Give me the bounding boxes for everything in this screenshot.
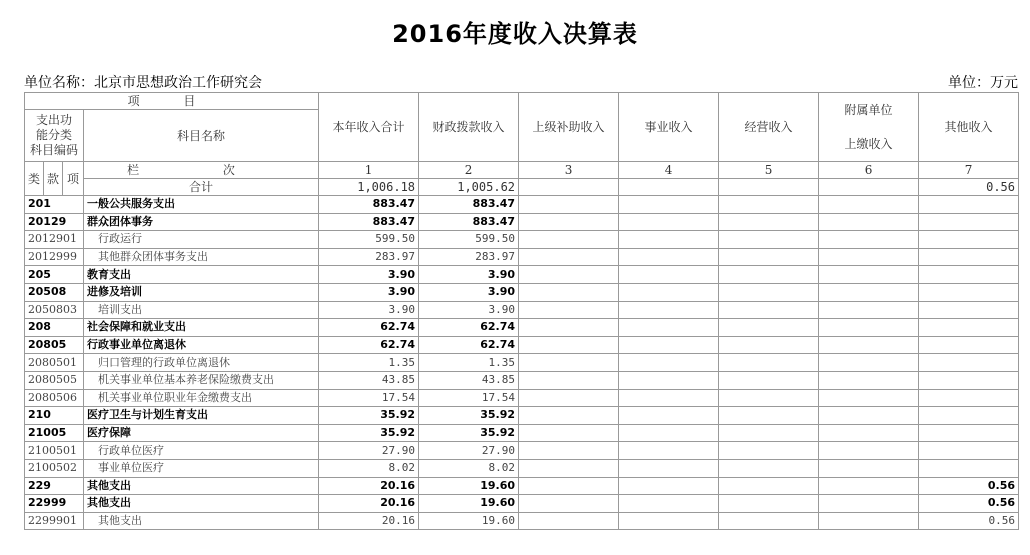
row-value-7 — [919, 424, 1019, 442]
row-value-7 — [919, 389, 1019, 407]
row-value-3 — [519, 459, 619, 477]
total-value-4 — [619, 179, 719, 196]
table-row — [25, 213, 1019, 231]
row-value-1: 3.90 — [319, 266, 419, 284]
row-value-2: 599.50 — [419, 231, 519, 249]
row-code: 205 — [25, 266, 84, 284]
row-value-5 — [719, 424, 819, 442]
row-value-6 — [819, 442, 919, 460]
func-code-line3: 科目编码 — [29, 143, 78, 157]
header-subject-name: 科目名称 — [84, 110, 319, 162]
row-value-1: 8.02 — [319, 459, 419, 477]
row-value-6 — [819, 248, 919, 266]
row-value-2: 19.60 — [419, 477, 519, 495]
row-value-5 — [719, 407, 819, 425]
row-subject-name: 事业单位医疗 — [84, 459, 319, 477]
row-value-5 — [719, 196, 819, 214]
row-value-6 — [819, 407, 919, 425]
row-value-4 — [619, 389, 719, 407]
row-subject-name: 医疗卫生与计划生育支出 — [84, 407, 319, 425]
row-value-6 — [819, 495, 919, 513]
row-subject-name: 进修及培训 — [84, 283, 319, 301]
row-value-3 — [519, 248, 619, 266]
row-value-7 — [919, 336, 1019, 354]
row-code: 22999 — [25, 495, 84, 513]
row-value-2: 62.74 — [419, 319, 519, 337]
col-index-2: 2 — [419, 162, 519, 179]
row-value-5 — [719, 301, 819, 319]
row-subject-name: 机关事业单位基本养老保险缴费支出 — [84, 371, 319, 389]
header-func-code — [25, 110, 84, 162]
row-value-6 — [819, 424, 919, 442]
row-value-4 — [619, 495, 719, 513]
func-code-line1: 支出功 — [35, 113, 72, 127]
row-value-7: 0.56 — [919, 512, 1019, 530]
table-row — [25, 231, 1019, 249]
row-value-7 — [919, 319, 1019, 337]
col-header-6-line1: 附属单位 — [844, 103, 893, 117]
row-value-2: 883.47 — [419, 213, 519, 231]
row-value-1: 17.54 — [319, 389, 419, 407]
row-code: 2100501 — [25, 442, 84, 460]
row-code: 2080501 — [25, 354, 84, 372]
row-value-3 — [519, 354, 619, 372]
col-header-2: 财政拨款收入 — [419, 93, 519, 162]
header-row-marker: 栏 次 — [84, 162, 319, 179]
row-subject-name: 培训支出 — [84, 301, 319, 319]
row-value-6 — [819, 301, 919, 319]
table-row — [25, 495, 1019, 513]
header-class-lei: 类 — [25, 162, 44, 196]
row-value-3 — [519, 213, 619, 231]
row-value-5 — [719, 231, 819, 249]
row-value-4 — [619, 459, 719, 477]
table-row — [25, 389, 1019, 407]
row-value-7 — [919, 407, 1019, 425]
row-value-3 — [519, 389, 619, 407]
total-label: 合计 — [84, 179, 319, 196]
row-subject-name: 其他支出 — [84, 495, 319, 513]
row-value-2: 883.47 — [419, 196, 519, 214]
row-value-1: 20.16 — [319, 512, 419, 530]
table-row — [25, 459, 1019, 477]
row-value-7 — [919, 213, 1019, 231]
row-subject-name: 行政事业单位离退休 — [84, 336, 319, 354]
row-value-1: 20.16 — [319, 477, 419, 495]
row-value-6 — [819, 371, 919, 389]
row-value-4 — [619, 477, 719, 495]
row-value-6 — [819, 477, 919, 495]
row-subject-name: 行政运行 — [84, 231, 319, 249]
row-subject-name: 一般公共服务支出 — [84, 196, 319, 214]
row-code: 2050803 — [25, 301, 84, 319]
total-value-7: 0.56 — [919, 179, 1019, 196]
row-value-5 — [719, 248, 819, 266]
table-row — [25, 407, 1019, 425]
row-value-5 — [719, 283, 819, 301]
row-code: 229 — [25, 477, 84, 495]
row-subject-name: 归口管理的行政单位离退休 — [84, 354, 319, 372]
row-value-5 — [719, 354, 819, 372]
row-code: 210 — [25, 407, 84, 425]
row-value-1: 35.92 — [319, 424, 419, 442]
row-value-6 — [819, 512, 919, 530]
row-value-3 — [519, 442, 619, 460]
total-value-2: 1,005.62 — [419, 179, 519, 196]
col-header-7: 其他收入 — [919, 93, 1019, 162]
row-value-2: 19.60 — [419, 512, 519, 530]
table-row — [25, 477, 1019, 495]
row-value-3 — [519, 477, 619, 495]
table-row — [25, 442, 1019, 460]
row-value-3 — [519, 336, 619, 354]
row-value-4 — [619, 354, 719, 372]
row-value-1: 1.35 — [319, 354, 419, 372]
table-row — [25, 266, 1019, 284]
row-value-3 — [519, 266, 619, 284]
row-value-4 — [619, 371, 719, 389]
row-value-5 — [719, 213, 819, 231]
row-code: 2080505 — [25, 371, 84, 389]
row-value-7: 0.56 — [919, 495, 1019, 513]
row-code: 2080506 — [25, 389, 84, 407]
row-value-5 — [719, 389, 819, 407]
row-value-2: 17.54 — [419, 389, 519, 407]
row-value-4 — [619, 248, 719, 266]
table-row — [25, 354, 1019, 372]
row-subject-name: 教育支出 — [84, 266, 319, 284]
row-value-7 — [919, 283, 1019, 301]
row-value-2: 283.97 — [419, 248, 519, 266]
table-row — [25, 512, 1019, 530]
row-value-4 — [619, 301, 719, 319]
row-value-4 — [619, 283, 719, 301]
row-value-1: 883.47 — [319, 213, 419, 231]
row-value-3 — [519, 283, 619, 301]
row-value-4 — [619, 336, 719, 354]
row-value-4 — [619, 512, 719, 530]
table-row — [25, 196, 1019, 214]
row-value-1: 20.16 — [319, 495, 419, 513]
row-value-4 — [619, 442, 719, 460]
row-value-2: 43.85 — [419, 371, 519, 389]
row-value-5 — [719, 477, 819, 495]
row-value-3 — [519, 301, 619, 319]
row-value-6 — [819, 231, 919, 249]
total-value-6 — [819, 179, 919, 196]
col-header-4: 事业收入 — [619, 93, 719, 162]
row-value-3 — [519, 512, 619, 530]
row-value-6 — [819, 319, 919, 337]
row-subject-name: 行政单位医疗 — [84, 442, 319, 460]
row-value-7 — [919, 196, 1019, 214]
col-index-4: 4 — [619, 162, 719, 179]
income-statement-table — [24, 92, 1019, 530]
row-value-2: 3.90 — [419, 301, 519, 319]
row-value-6 — [819, 336, 919, 354]
row-code: 208 — [25, 319, 84, 337]
row-value-3 — [519, 495, 619, 513]
row-code: 2100502 — [25, 459, 84, 477]
row-value-3 — [519, 371, 619, 389]
row-value-7 — [919, 231, 1019, 249]
table-row — [25, 319, 1019, 337]
col-index-7: 7 — [919, 162, 1019, 179]
row-value-5 — [719, 319, 819, 337]
table-row — [25, 371, 1019, 389]
func-code-line2: 能分类 — [35, 128, 72, 142]
row-value-4 — [619, 213, 719, 231]
row-code: 2012999 — [25, 248, 84, 266]
page-title: 2016年度收入决算表 — [392, 20, 638, 48]
row-value-1: 283.97 — [319, 248, 419, 266]
row-value-7 — [919, 354, 1019, 372]
row-value-1: 599.50 — [319, 231, 419, 249]
row-value-5 — [719, 495, 819, 513]
row-value-4 — [619, 196, 719, 214]
total-value-3 — [519, 179, 619, 196]
row-code: 20508 — [25, 283, 84, 301]
col-header-1: 本年收入合计 — [319, 93, 419, 162]
row-value-2: 35.92 — [419, 407, 519, 425]
row-value-2: 8.02 — [419, 459, 519, 477]
row-value-5 — [719, 512, 819, 530]
col-header-5: 经营收入 — [719, 93, 819, 162]
row-value-6 — [819, 213, 919, 231]
row-value-1: 27.90 — [319, 442, 419, 460]
row-value-2: 62.74 — [419, 336, 519, 354]
row-code: 20805 — [25, 336, 84, 354]
row-value-4 — [619, 266, 719, 284]
col-index-1: 1 — [319, 162, 419, 179]
row-value-4 — [619, 319, 719, 337]
row-value-2: 3.90 — [419, 283, 519, 301]
row-value-6 — [819, 354, 919, 372]
row-value-4 — [619, 231, 719, 249]
header-class-xiang: 项 — [63, 162, 84, 196]
row-value-2: 3.90 — [419, 266, 519, 284]
row-subject-name: 社会保障和就业支出 — [84, 319, 319, 337]
table-row — [25, 248, 1019, 266]
row-code: 201 — [25, 196, 84, 214]
row-value-3 — [519, 407, 619, 425]
col-header-6 — [819, 93, 919, 162]
row-value-7 — [919, 266, 1019, 284]
row-value-1: 62.74 — [319, 336, 419, 354]
row-value-5 — [719, 336, 819, 354]
row-value-6 — [819, 196, 919, 214]
row-code: 2299901 — [25, 512, 84, 530]
row-value-2: 35.92 — [419, 424, 519, 442]
row-value-1: 43.85 — [319, 371, 419, 389]
col-index-6: 6 — [819, 162, 919, 179]
row-value-3 — [519, 319, 619, 337]
row-value-4 — [619, 407, 719, 425]
row-value-1: 883.47 — [319, 196, 419, 214]
row-value-2: 27.90 — [419, 442, 519, 460]
table-row — [25, 336, 1019, 354]
row-value-2: 1.35 — [419, 354, 519, 372]
row-code: 2012901 — [25, 231, 84, 249]
row-code: 20129 — [25, 213, 84, 231]
row-value-5 — [719, 459, 819, 477]
unit-info-row — [24, 72, 1018, 90]
row-value-7 — [919, 301, 1019, 319]
col-index-3: 3 — [519, 162, 619, 179]
row-value-4 — [619, 424, 719, 442]
row-value-3 — [519, 231, 619, 249]
row-value-1: 35.92 — [319, 407, 419, 425]
row-subject-name: 其他群众团体事务支出 — [84, 248, 319, 266]
row-subject-name: 医疗保障 — [84, 424, 319, 442]
row-value-1: 3.90 — [319, 301, 419, 319]
row-value-6 — [819, 389, 919, 407]
row-value-7: 0.56 — [919, 477, 1019, 495]
row-code: 21005 — [25, 424, 84, 442]
col-header-3: 上级补助收入 — [519, 93, 619, 162]
row-value-5 — [719, 442, 819, 460]
row-value-5 — [719, 371, 819, 389]
row-subject-name: 机关事业单位职业年金缴费支出 — [84, 389, 319, 407]
row-value-6 — [819, 459, 919, 477]
unit-name-label: 单位名称：北京市思想政治工作研究会 — [24, 75, 262, 91]
row-value-5 — [719, 266, 819, 284]
row-subject-name: 群众团体事务 — [84, 213, 319, 231]
row-value-1: 62.74 — [319, 319, 419, 337]
table-row — [25, 301, 1019, 319]
row-subject-name: 其他支出 — [84, 477, 319, 495]
row-value-2: 19.60 — [419, 495, 519, 513]
total-value-5 — [719, 179, 819, 196]
row-value-3 — [519, 196, 619, 214]
row-subject-name: 其他支出 — [84, 512, 319, 530]
header-item-group: 项 目 — [25, 93, 319, 110]
currency-unit-label: 单位：万元 — [948, 75, 1018, 91]
table-row — [25, 424, 1019, 442]
row-value-1: 3.90 — [319, 283, 419, 301]
row-value-7 — [919, 459, 1019, 477]
col-header-6-line2: 上缴收入 — [844, 137, 893, 151]
row-value-7 — [919, 442, 1019, 460]
row-value-7 — [919, 248, 1019, 266]
total-value-1: 1,006.18 — [319, 179, 419, 196]
header-class-kuan: 款 — [44, 162, 63, 196]
table-row — [25, 283, 1019, 301]
row-value-6 — [819, 283, 919, 301]
col-index-5: 5 — [719, 162, 819, 179]
row-value-6 — [819, 266, 919, 284]
row-value-7 — [919, 371, 1019, 389]
row-value-3 — [519, 424, 619, 442]
